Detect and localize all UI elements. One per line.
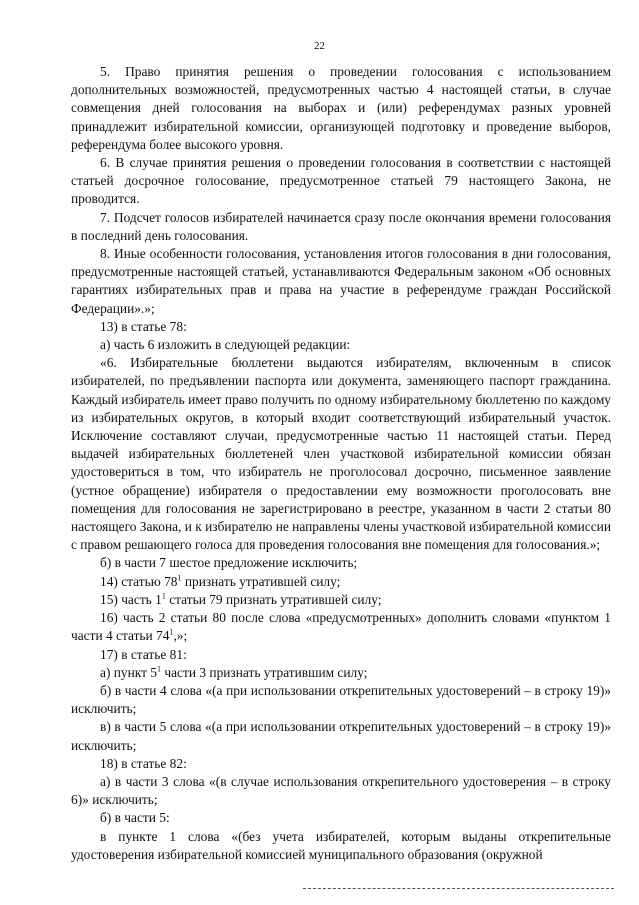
text-segment: ,»; [173, 628, 188, 644]
paragraph-new-part-6: «6. Избирательные бюллетени выдаются избирателям, включенным в список избирателей, по предъявлении паспорта или документа, заменяющего паспорт гражданина. Каждый избиратель имеет право получить по одному избирательному бюллетеню по каждому из избирательных округов, в который входит соответствующий избирательный участок. Исключение составляют случаи, предусмотренные частью 11 настоящей статьи. Перед выдачей избирательных бюллетеней член участковой избирательной комиссии обязан удостовериться в том, что избиратель не проголосовал досрочно, письменное заявление (устное обращение) избирателя о предоставлении ему возможности проголосовать вне помещения для голосования не зарегистрировано в реестре, указанном в части 2 статьи 80 настоящего Закона, и к избирателю не направлены члены участковой избирательной комиссии с правом решающего голоса для проведения голосования вне помещения для голосования.»; [71, 355, 611, 553]
paragraph-item-6: 6. В случае принятия решения о проведении голосования в соответствии с настоящей статьей досрочное голосование, предусмотренное статьей 79 настоящего Закона, не проводится. [71, 155, 611, 207]
paragraph-item-5: 5. Право принятия решения о проведении голосования с использованием дополнительных возможностей, предусмотренных частью 4 настоящей статьи, в случае совмещения дней голосования на выборах и (или) референдумах разных уровней принадлежит избирательной комиссии, организующей подготовку и проведение выборов, референдума более высокого уровня. [71, 64, 611, 152]
paragraph-point-17a [71, 664, 611, 682]
superscript: 1 [177, 573, 182, 583]
paragraph-point-17b: б) в части 4 слова «(а при использовании открепительных удостоверений – в строку 19)» исключить; [71, 682, 611, 717]
text-segment: 16) часть 2 статьи 80 после слова «предусмотренных» дополнить словами «пунктом 1 части 4 статьи 74 [71, 610, 611, 644]
paragraph-point-18b: б) в части 5: [100, 810, 170, 826]
text-segment: статьи 79 признать утратившей силу; [169, 591, 382, 607]
paragraph-point-18: 18) в статье 82: [100, 755, 187, 771]
superscript: 1 [161, 591, 166, 601]
page-number: 22 [314, 40, 325, 52]
paragraph-point-18a: а) в части 3 слова «(в случае использования открепительного удостоверения – в строку 6)» исключить; [71, 773, 611, 808]
paragraph-point-13a: а) часть 6 изложить в следующей редакции: [100, 337, 351, 353]
paragraph-point-13b: б) в части 7 шестое предложение исключить; [100, 555, 358, 571]
document-body [71, 63, 611, 864]
paragraph-point-17c: в) в части 5 слова «(а при использовании открепительных удостоверений – в строку 19)» исключить; [71, 719, 611, 753]
paragraph-item-8: 8. Иные особенности голосования, установления итогов голосования в дни голосования, предусмотренные настоящей статьей, устанавливаются Федеральным законом «Об основных гарантиях избирательных прав и права на участие в референдуме граждан Российской Федерации».»; [71, 246, 611, 316]
text-segment: признать утратившей силу; [184, 573, 341, 589]
superscript: 1 [157, 664, 162, 674]
footer-divider [303, 888, 614, 889]
paragraph-item-7: 7. Подсчет голосов избирателей начинается сразу после окончания времени голосования в последний день голосования. [71, 209, 611, 243]
paragraph-point-14 [71, 573, 611, 591]
paragraph-point-13: 13) в статье 78: [100, 318, 187, 334]
paragraph-point-16 [71, 609, 611, 645]
text-segment: 15) часть 1 [100, 591, 162, 607]
paragraph-point-17: 17) в статье 81: [100, 646, 187, 662]
paragraph-point-15 [71, 591, 611, 609]
superscript: 1 [169, 627, 174, 637]
text-segment: части 3 признать утратившим силу; [164, 664, 368, 680]
paragraph-point-18b-1: в пункте 1 слова «(без учета избирателей, которым выданы открепительные удостоверения избирательной комиссией муниципального образования (окружной [71, 828, 611, 862]
text-segment: а) пункт 5 [100, 664, 158, 680]
text-segment: 14) статью 78 [100, 573, 178, 589]
